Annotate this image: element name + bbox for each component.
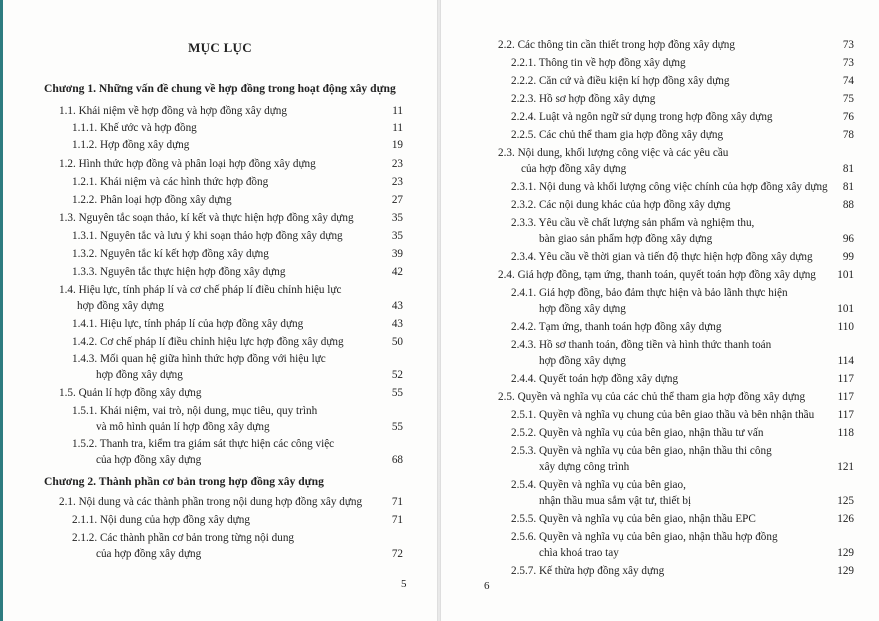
toc-title: MỤC LỤC (188, 40, 252, 55)
page-number: 5 (401, 578, 407, 590)
toc-entry: 2.2.5. Các chủ thể tham gia hợp đồng xây dựng (511, 129, 724, 141)
toc-entry: 2.2.1. Thông tin về hợp đồng xây dựng (511, 57, 686, 69)
toc-entry: 2.4.1. Giá hợp đồng, bảo đảm thực hiện và bảo lãnh thực hiện (511, 287, 788, 299)
left-page: MỤC LỤC Chương 1. Những vấn đề chung về hợp đồng trong hoạt động xây dựng 1.1. Khái niệm về hợp đồng và hợp đồng xây dựng 11 1.1.1. Khế ước và hợp đồng 11 1.1.2. Hợp đồng xây dựng 19 1.2. Hình thức hợp đồng và phân loại hợp đồng xây dựng 23 1.2.1. Khái niệm và các hình thức hợp đồng 23 1.2.2. Phân loại hợp đồng xây dựng 27 1.3. Nguyên tắc soạn thảo, kí kết và thực hiện hợp đồng xây dựng 35 1.3.1. Nguyên tắc và lưu ý khi soạn thảo hợp đồng xây dựng 35 1.3.2. Nguyên tắc kí kết hợp đồng xây dựng 39 1.3.3. Nguyên tắc thực hiện hợp đồng xây dựng 42 1.4. Hiệu lực, tính pháp lí và cơ chế pháp lí điều chỉnh hiệu lực hợp đồng xây dựng 43 1.4.1. Hiệu lực, tính pháp lí của hợp đồng xây dựng 43 1.4.2. Cơ chế pháp lí điều chỉnh hiệu lực hợp đồng xây dựng 50 1.4.3. Mối quan hệ giữa hình thức hợp đồng với hiệu lực hợp đồng xây dựng 52 1.5. Quản lí hợp đồng xây dựng 55 1.5.1. Khái niệm, vai trò, nội dung, mục tiêu, quy trình và mô hình quản lí hợp đồng xây dựng 55 1.5.2. Thanh tra, kiểm tra giám sát thực hiện các công việc của hợp đồng xây dựng 68 Chương 2. Thành phần cơ bản trong hợp đồng xây dựng 2.1. Nội dung và các thành phần trong nội dung hợp đồng xây dựng 71 2.1.1. Nội dung của hợp đồng xây dựng 71 2.1.2. Các thành phần cơ bản trong từng nội dung của hợp đồng xây dựng 72 5 (3, 0, 437, 621)
toc-entry: 2.1.2. Các thành phần cơ bản trong từng nội dung (72, 532, 295, 544)
toc-entry: 2.4.2. Tạm ứng, thanh toán hợp đồng xây dựng (511, 321, 722, 333)
toc-entry-continuation: của hợp đồng xây dựng (521, 163, 627, 175)
toc-entry: 2.4.4. Quyết toán hợp đồng xây dựng (511, 373, 679, 385)
toc-entry-continuation: của hợp đồng xây dựng (96, 548, 202, 560)
toc-chapter-heading: Chương 1. Những vấn đề chung về hợp đồng trong hoạt động xây dựng (44, 82, 396, 95)
toc-entry: 2.2. Các thông tin cần thiết trong hợp đồng xây dựng (498, 39, 735, 51)
toc-entry: 1.4. Hiệu lực, tính pháp lí và cơ chế pháp lí điều chỉnh hiệu lực (59, 284, 342, 296)
toc-entry: 2.5.6. Quyền và nghĩa vụ của bên giao, nhận thầu hợp đồng (511, 531, 778, 543)
toc-entry-continuation: hợp đồng xây dựng (539, 355, 626, 367)
toc-entry: 2.5.5. Quyền và nghĩa vụ của bên giao, nhận thầu EPC (511, 513, 756, 525)
toc-entry-continuation: xây dựng công trình (539, 461, 630, 473)
toc-entry-continuation: hợp đồng xây dựng (77, 300, 164, 312)
toc-entry-continuation: chìa khoá trao tay (539, 547, 619, 559)
toc-entry: 2.5.4. Quyền và nghĩa vụ của bên giao, (511, 479, 686, 491)
toc-entry: 2.2.3. Hồ sơ hợp đồng xây dựng (511, 93, 656, 105)
toc-entry: 2.3. Nội dung, khối lượng công việc và các yêu cầu (498, 147, 729, 159)
toc-entry: 1.2.2. Phân loại hợp đồng xây dựng (72, 194, 232, 206)
toc-entry: 1.3.3. Nguyên tắc thực hiện hợp đồng xây dựng (72, 266, 286, 278)
toc-entry: 1.2. Hình thức hợp đồng và phân loại hợp đồng xây dựng (59, 158, 316, 170)
toc-entry: 1.5.2. Thanh tra, kiểm tra giám sát thực hiện các công việc (72, 438, 335, 450)
toc-entry-continuation: của hợp đồng xây dựng (96, 454, 202, 466)
toc-entry: 1.5.1. Khái niệm, vai trò, nội dung, mục tiêu, quy trình (72, 405, 318, 417)
toc-entry: 2.3.2. Các nội dung khác của hợp đồng xây dựng (511, 199, 731, 211)
toc-entry: 2.5.7. Kế thừa hợp đồng xây dựng (511, 565, 665, 577)
toc-entry: 1.4.1. Hiệu lực, tính pháp lí của hợp đồng xây dựng (72, 318, 304, 330)
toc-entry: 2.2.4. Luật và ngôn ngữ sử dụng trong hợp đồng xây dựng (511, 111, 773, 123)
right-page: 2.2. Các thông tin cần thiết trong hợp đồng xây dựng 73 2.2.1. Thông tin về hợp đồng xây dựng 73 2.2.2. Căn cứ và điều kiện kí hợp đồng xây dựng 74 2.2.3. Hồ sơ hợp đồng xây dựng 75 2.2.4. Luật và ngôn ngữ sử dụng trong hợp đồng xây dựng 76 2.2.5. Các chủ thể tham gia hợp đồng xây dựng 78 2.3. Nội dung, khối lượng công việc và các yêu cầu của hợp đồng xây dựng 81 2.3.1. Nội dung và khối lượng công việc chính của hợp đồng xây dựng 81 2.3.2. Các nội dung khác của hợp đồng xây dựng 88 2.3.3. Yêu cầu về chất lượng sản phẩm và nghiệm thu, bàn giao sản phẩm hợp đồng xây dựng 96 2.3.4. Yêu cầu về thời gian và tiến độ thực hiện hợp đồng xây dựng 99 2.4. Giá hợp đồng, tạm ứng, thanh toán, quyết toán hợp đồng xây dựng 101 2.4.1. Giá hợp đồng, bảo đảm thực hiện và bảo lãnh thực hiện hợp đồng xây dựng 101 2.4.2. Tạm ứng, thanh toán hợp đồng xây dựng 110 2.4.3. Hồ sơ thanh toán, đồng tiền và hình thức thanh toán hợp đồng xây dựng 114 2.4.4. Quyết toán hợp đồng xây dựng 117 2.5. Quyền và nghĩa vụ của các chủ thể tham gia hợp đồng xây dựng 117 2.5.1. Quyền và nghĩa vụ chung của bên giao thầu và bên nhận thầu 117 2.5.2. Quyền và nghĩa vụ của bên giao, nhận thầu tư vấn 118 2.5.3. Quyền và nghĩa vụ của bên giao, nhận thầu thi công xây dựng công trình 121 2.5.4. Quyền và nghĩa vụ của bên giao, nhận thầu mua sắm vật tư, thiết bị 125 2.5.5. Quyền và nghĩa vụ của bên giao, nhận thầu EPC 126 2.5.6. Quyền và nghĩa vụ của bên giao, nhận thầu hợp đồng chìa khoá trao tay 129 2.5.7. Kế thừa hợp đồng xây dựng 129 6 (441, 0, 879, 621)
toc-entry: 1.4.3. Mối quan hệ giữa hình thức hợp đồng với hiệu lực (72, 353, 326, 365)
toc-entry: 1.1.2. Hợp đồng xây dựng (72, 139, 190, 151)
toc-entry: 2.1.1. Nội dung của hợp đồng xây dựng (72, 514, 250, 526)
toc-entry: 1.1.1. Khế ước và hợp đồng (72, 122, 197, 134)
toc-entry: 1.2.1. Khái niệm và các hình thức hợp đồng (72, 176, 269, 188)
toc-entry: 1.1. Khái niệm về hợp đồng và hợp đồng xây dựng (59, 105, 287, 117)
toc-entry: 1.3.2. Nguyên tắc kí kết hợp đồng xây dựng (72, 248, 269, 260)
toc-entry: 2.4. Giá hợp đồng, tạm ứng, thanh toán, quyết toán hợp đồng xây dựng (498, 269, 816, 281)
toc-entry: 2.3.1. Nội dung và khối lượng công việc chính của hợp đồng xây dựng (511, 181, 828, 193)
toc-entry: 1.3. Nguyên tắc soạn thảo, kí kết và thực hiện hợp đồng xây dựng (59, 212, 354, 224)
toc-entry: 1.4.2. Cơ chế pháp lí điều chỉnh hiệu lực hợp đồng xây dựng (72, 336, 344, 348)
toc-entry-continuation: nhận thầu mua sắm vật tư, thiết bị (539, 495, 692, 507)
toc-entry: 2.5.3. Quyền và nghĩa vụ của bên giao, nhận thầu thi công (511, 445, 772, 457)
toc-entry: 1.3.1. Nguyên tắc và lưu ý khi soạn thảo hợp đồng xây dựng (72, 230, 343, 242)
toc-entry: 1.5. Quản lí hợp đồng xây dựng (59, 387, 202, 399)
toc-entry-continuation: hợp đồng xây dựng (96, 369, 183, 381)
toc-entry: 2.5.2. Quyền và nghĩa vụ của bên giao, nhận thầu tư vấn (511, 427, 764, 439)
toc-entry-continuation: và mô hình quản lí hợp đồng xây dựng (96, 421, 270, 433)
toc-entry: 2.4.3. Hồ sơ thanh toán, đồng tiền và hình thức thanh toán (511, 339, 772, 351)
toc-entry: 2.3.4. Yêu cầu về thời gian và tiến độ thực hiện hợp đồng xây dựng (511, 251, 813, 263)
toc-entry: 2.1. Nội dung và các thành phần trong nội dung hợp đồng xây dựng (59, 496, 363, 508)
page-number: 6 (484, 580, 490, 592)
toc-entry: 2.3.3. Yêu cầu về chất lượng sản phẩm và nghiệm thu, (511, 217, 755, 229)
toc-entry-continuation: hợp đồng xây dựng (539, 303, 626, 315)
toc-entry: 2.2.2. Căn cứ và điều kiện kí hợp đồng xây dựng (511, 75, 730, 87)
toc-entry: 2.5. Quyền và nghĩa vụ của các chủ thể tham gia hợp đồng xây dựng (498, 391, 806, 403)
toc-entry-continuation: bàn giao sản phẩm hợp đồng xây dựng (539, 233, 713, 245)
toc-chapter-heading: Chương 2. Thành phần cơ bản trong hợp đồng xây dựng (44, 475, 324, 488)
toc-entry: 2.5.1. Quyền và nghĩa vụ chung của bên giao thầu và bên nhận thầu (511, 409, 815, 421)
